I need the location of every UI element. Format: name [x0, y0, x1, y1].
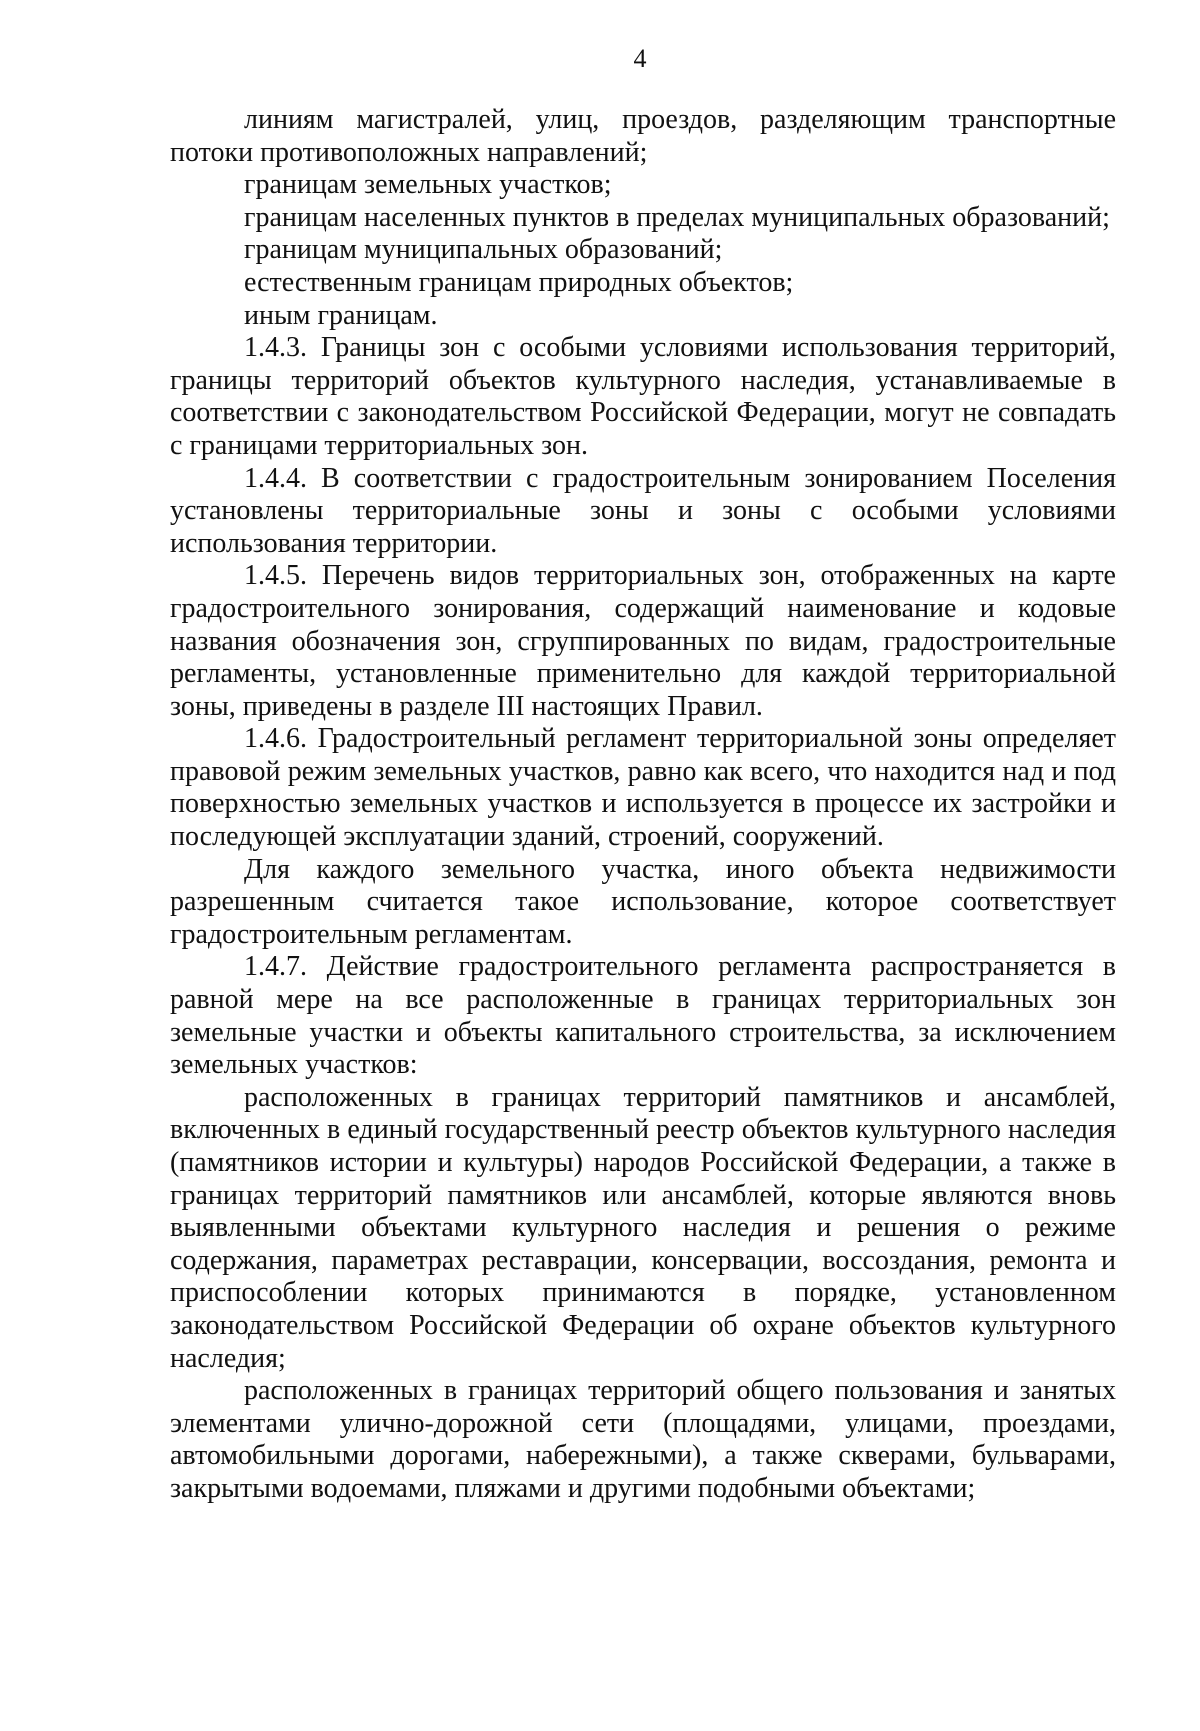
document-body: [170, 104, 1116, 1506]
paragraph-1-4-4: 1.4.4. В соответствии с градостроительным зонированием Поселения установлены территориальные зоны и зоны с особыми условиями использования территории.: [170, 462, 1116, 559]
paragraph-boundary-highways: линиям магистралей, улиц, проездов, разделяющим транспортные потоки противоположных направлений;: [170, 104, 1116, 168]
paragraph-1-4-7: 1.4.7. Действие градостроительного регламента распространяется в равной мере на все расположенные в границах территориальных зон земельные участки и объекты капитального строительства, за исключением земельных участков:: [170, 951, 1116, 1081]
paragraph-boundary-other: иным границам.: [244, 299, 438, 331]
paragraph-1-4-5: 1.4.5. Перечень видов территориальных зон, отображенных на карте градостроительного зонирования, содержащий наименование и кодовые названия обозначения зон, сгруппированных по видам, градостроительные регламенты, установленные применительно для каждой территориальной зоны, приведены в разделе III настоящих Правил.: [170, 560, 1116, 722]
paragraph-public-use-territories: расположенных в границах территорий общего пользования и занятых элементами улично-дорожной сети (площадями, улицами, проездами, автомобильными дорогами, набережными), а также скверами, бульварами, закрытыми водоемами, пляжами и другими подобными объектами;: [170, 1375, 1116, 1504]
paragraph-boundary-land-plots: границам земельных участков;: [244, 169, 612, 201]
paragraph-1-4-3: 1.4.3. Границы зон с особыми условиями использования территорий, границы территорий объектов культурного наследия, устанавливаемые в соответствии с законодательством Российской Федерации, могут не совпадать с границами территориальных зон.: [170, 332, 1116, 461]
page-number: 4: [633, 44, 647, 73]
paragraph-boundary-natural-objects: естественным границам природных объектов;: [244, 266, 794, 298]
paragraph-1-4-6: 1.4.6. Градостроительный регламент территориальной зоны определяет правовой режим земельных участков, равно как всего, что находится над и под поверхностью земельных участков и используется в процессе их застройки и последующей эксплуатации зданий, строений, сооружений.: [170, 723, 1116, 853]
paragraph-cultural-heritage: расположенных в границах территорий памятников и ансамблей, включенных в единый государственный реестр объектов культурного наследия (памятников истории и культуры) народов Российской Федерации, а также в границах территорий памятников или ансамблей, которые являются вновь выявленными объектами культурного наследия и решения о режиме содержания, параметрах реставрации, консервации, воссоздания, ремонта и приспособлении которых принимаются в порядке, установленном законодательством Российской Федерации об охране объектов культурного наследия;: [170, 1081, 1116, 1374]
paragraph-boundary-municipalities: границам муниципальных образований;: [244, 234, 723, 266]
paragraph-boundary-settlements: границам населенных пунктов в пределах муниципальных образований;: [244, 201, 1110, 233]
paragraph-permitted-use: Для каждого земельного участка, иного объекта недвижимости разрешенным считается такое использование, которое соответствует градостроительным регламентам.: [170, 853, 1116, 950]
